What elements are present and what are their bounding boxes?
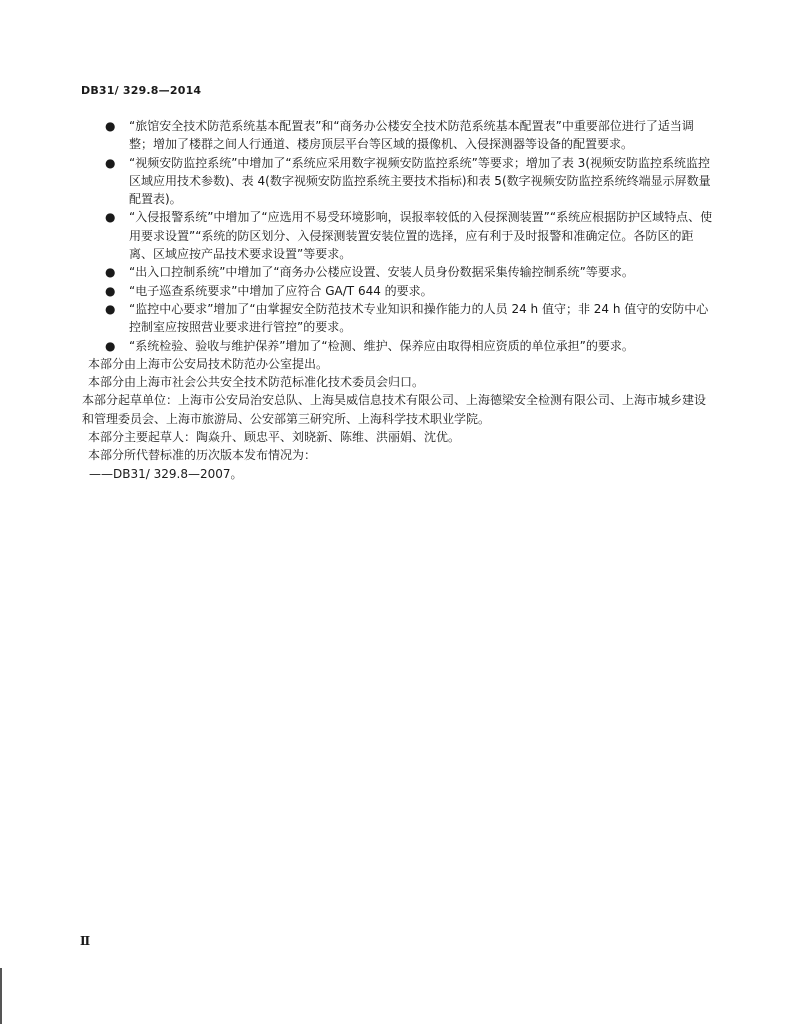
bullet-icon: ●: [105, 155, 116, 170]
foreword-content: [82, 117, 716, 483]
drafting-units-paragraph: 本部分起草单位：上海市公安局治安总队、上海昊威信息技术有限公司、上海德梁安全检测有限公司、上海市城乡建设和管理委员会、上海市旅游局、公安部第三研究所、上海科学技术职业学院。: [82, 393, 707, 426]
list-item: [105, 282, 716, 300]
list-item: [105, 337, 716, 355]
document-id-header: DB31/ 329.8—2014: [81, 84, 202, 97]
bullet-icon: ●: [105, 210, 116, 225]
history-intro-paragraph: 本部分所代替标准的历次版本发布情况为：: [88, 448, 317, 463]
list-item-text: “旅馆安全技术防范系统基本配置表”和“商务办公楼安全技术防范系统基本配置表”中重要部位进行了适当调整；增加了楼群之间人行通道、楼房顶层平台等区域的摄像机、入侵探测器等设备的配置要求。: [129, 119, 694, 152]
list-item-text: “视频安防监控系统”中增加了“系统应采用数字视频安防监控系统”等要求；增加了表 3(视频安防监控系统监控区域应用技术参数)、表 4(数字视频安防监控系统主要技术指标)和表 5(数字视频安防监控系统终端显示屏数量配置表)。: [129, 155, 711, 207]
list-item: [105, 300, 716, 337]
bullet-icon: ●: [105, 119, 116, 133]
list-item: [105, 263, 716, 281]
change-list: [88, 117, 716, 355]
list-item: [105, 154, 716, 209]
list-item: [105, 208, 716, 263]
list-item-text: “出入口控制系统”中增加了“商务办公楼应设置、安装人员身份数据采集传输控制系统”等要求。: [129, 265, 634, 280]
proposed-by-paragraph: 本部分由上海市公安局技术防范办公室提出。: [88, 356, 329, 371]
bullet-icon: ●: [105, 283, 116, 298]
bullet-icon: ●: [105, 301, 116, 316]
list-item-text: “入侵报警系统”中增加了“应选用不易受环境影响，误报率较低的入侵探测装置”“系统应根据防护区域特点、使用要求设置”“系统的防区划分、入侵探测装置安装位置的选择，应有利于及时报警和准确定位。各防区的距离、区域应按产品技术要求设置”等要求。: [129, 210, 713, 262]
bullet-icon: ●: [105, 265, 116, 280]
drafters-paragraph: 本部分主要起草人：陶焱升、顾忠平、刘晓新、陈维、洪丽娟、沈优。: [88, 430, 461, 445]
scan-edge-divider: [0, 968, 2, 1024]
list-item: [105, 117, 716, 154]
list-item-text: “电子巡查系统要求”中增加了应符合 GA/T 644 的要求。: [129, 283, 433, 298]
list-item-text: “监控中心要求”增加了“由掌握安全防范技术专业知识和操作能力的人员 24 h 值守；非 24 h 值守的安防中心控制室应按照营业要求进行管控”的要求。: [129, 301, 709, 335]
history-item: ——DB31/ 329.8—2007。: [89, 466, 243, 481]
page-number: Ⅱ: [80, 934, 91, 948]
managed-by-paragraph: 本部分由上海市社会公共安全技术防范标准化技术委员会归口。: [88, 375, 425, 390]
list-item-text: “系统检验、验收与维护保养”增加了“检测、维护、保养应由取得相应资质的单位承担”的要求。: [129, 338, 634, 353]
bullet-icon: ●: [105, 338, 116, 353]
